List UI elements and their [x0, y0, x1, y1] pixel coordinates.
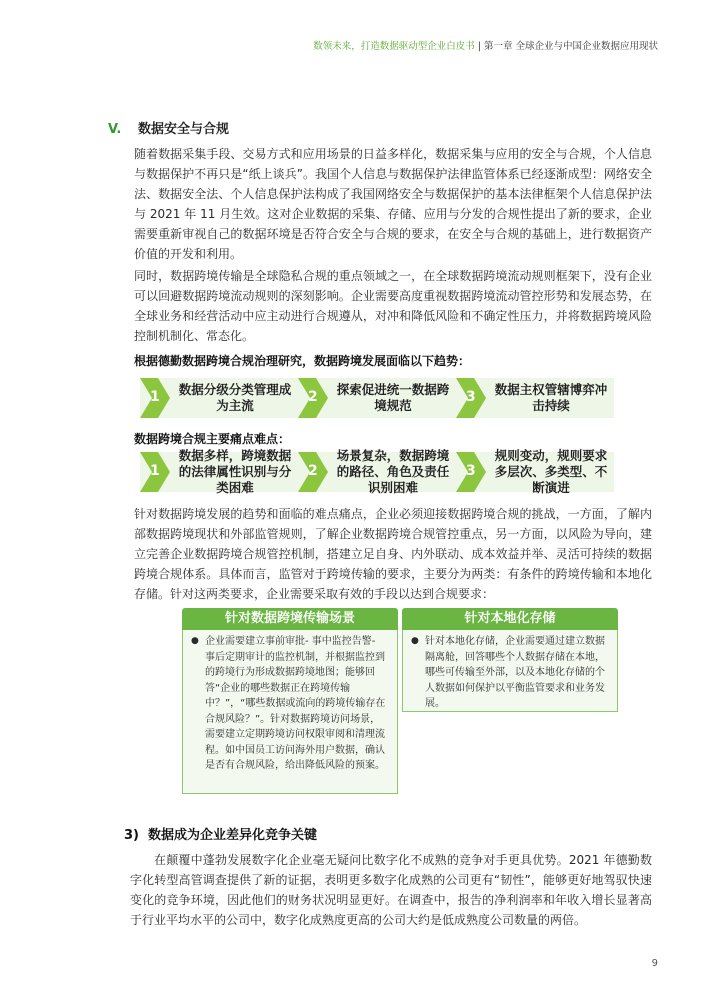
pain-point-number: 3: [466, 463, 476, 479]
subsection-title-text: 数据成为企业差异化竞争关键: [148, 828, 318, 843]
trend-item-2: [298, 378, 456, 418]
list-item: [191, 634, 387, 774]
pain-point-number: 2: [308, 463, 318, 479]
subsection-number: 3): [124, 828, 139, 843]
paragraph-3: 针对数据跨境发展的趋势和面临的难点痛点，企业必须迎接数据跨境合规的挑战，一方面，了解内部数据跨境现状和外部监管规则，了解企业数据跨境合规管控重点，另一方面，以风险为导向，建立完善企业数据跨境合规管控机制，搭建立足自身、内外联动、成本效益并举、灵活可持续的数据跨境合规体系。具体而言，监管对于跨境传输的要求，主要分为两类：有条件的跨境传输和本地化存储。针对这两类要求，企业需要采取有效的手段以达到合规要求：: [134, 507, 652, 601]
bullet-icon: ●: [411, 636, 419, 646]
table-body-localization: [402, 630, 618, 712]
pain-point-number: 1: [150, 463, 160, 479]
section-title: [108, 118, 229, 137]
header-chapter-title: 第一章 全球企业与中国企业数据应用现状: [483, 41, 658, 52]
section-title-text: 数据安全与合规: [138, 122, 230, 137]
pain-point-item-2: [298, 448, 456, 495]
trends-row: [140, 378, 614, 418]
paragraph-1: 随着数据采集手段、交易方式和应用场景的日益多样化，数据采集与应用的安全与合规，个人信息与数据保护不再只是“纸上谈兵”。我国个人信息与数据保护法律监管体系已经逐渐成型：网络安全法、数据安全法、个人信息保护法构成了我国网络安全与数据保护的基本法律框架个人信息保护法与 2021 年 11 月生效。这对企业数据的采集、存储、应用与分发的合规性提出了新的要求，企业需要重新审视自己的数据环境是否符合安全与合规的要求，在安全与合规的基础上，进行数据资产价值的开发和利用。: [134, 147, 652, 261]
table-header-cross-border: 针对数据跨境传输场景: [182, 608, 398, 630]
trend-item-1: [140, 378, 298, 418]
trend-number: 3: [466, 389, 476, 405]
trend-number: 2: [308, 389, 318, 405]
pain-point-item-3: [456, 448, 614, 495]
trend-text: 数据主权管辖博弈冲击持续: [494, 382, 608, 413]
trend-item-3: [456, 378, 614, 418]
pain-point-item-1: [140, 448, 298, 495]
paragraph-2: 同时，数据跨境传输是全球隐私合规的重点领域之一，在全球数据跨境流动规则框架下，没有企业可以回避数据跨境流动规则的深刻影响。企业需要高度重视数据跨境流动管控形势和发展态势，在全球业务和经营活动中应主动进行合规遵从，对冲和降低风险和不确定性压力，并将数据跨境风险控制机制化、常态化。: [134, 269, 652, 343]
pain-point-text: 规则变动，规则要求多层次、多类型、不断演进: [494, 448, 608, 495]
trend-text: 数据分级分类管理成为主流: [178, 382, 292, 413]
pain-points-row: [140, 448, 614, 495]
trend-number: 1: [150, 389, 160, 405]
table-header-localization: 针对本地化存储: [402, 608, 618, 630]
requirements-table: [182, 608, 618, 794]
page-number: 9: [651, 958, 658, 969]
trends-heading: 根据德勤数据跨境合规治理研究，数据跨境发展面临以下趋势：: [134, 354, 471, 368]
pain-point-text: 数据多样，跨境数据的法律属性识别与分类困难: [178, 448, 292, 495]
bullet-icon: ●: [191, 636, 199, 646]
pain-point-text: 场景复杂，数据跨境的路径、角色及责任识别困难: [336, 448, 450, 495]
running-header: [313, 38, 658, 52]
trend-text: 探索促进统一数据跨境规范: [336, 382, 450, 413]
header-separator: |: [474, 41, 484, 52]
section-number: V.: [108, 122, 122, 137]
pain-points-heading: 数据跨境合规主要痛点难点：: [134, 432, 291, 446]
table-body-cross-border: [182, 630, 398, 794]
list-item: [411, 634, 607, 712]
header-doc-title: 数领未来，打造数据驱动型企业白皮书: [313, 41, 475, 52]
bullet-text: 针对本地化存储，企业需要通过建立数据隔离舱，回答哪些个人数据存储在本地，哪些可传输至外部，以及本地化存储的个人数据如何保护以平衡监管要求和业务发展。: [425, 636, 605, 709]
bullet-text: 企业需要建立事前审批- 事中监控告警- 事后定期审计的监控机制，并根据监控到的跨境行为形成数据跨境地图；能够回答“企业的哪些数据正在跨境传输中？”，“哪些数据或流向的跨境传输存在合规风险？”。针对数据跨境访问场景，需要建立定期跨境访问权限审阅和清理流程。如中国员工访问海外用户数据，确认是否有合规风险，给出降低风险的预案。: [205, 636, 386, 771]
table-col-localization: [402, 608, 618, 712]
table-col-cross-border: [182, 608, 398, 794]
paragraph-4: 在颠覆中蓬勃发展数字化企业毫无疑问比数字化不成熟的竞争对手更具优势。2021 年德勤数字化转型高管调查提供了新的证据，表明更多数字化成熟的公司更有“韧性”，能够更好地驾驭快速变化的竞争环境，因此他们的财务状况明显更好。在调查中，报告的净利润率和年收入增长显著高于行业平均水平的公司中，数字化成熟度更高的公司大约是低成熟度公司数量的两倍。: [130, 853, 652, 927]
subsection-title: [124, 824, 317, 843]
